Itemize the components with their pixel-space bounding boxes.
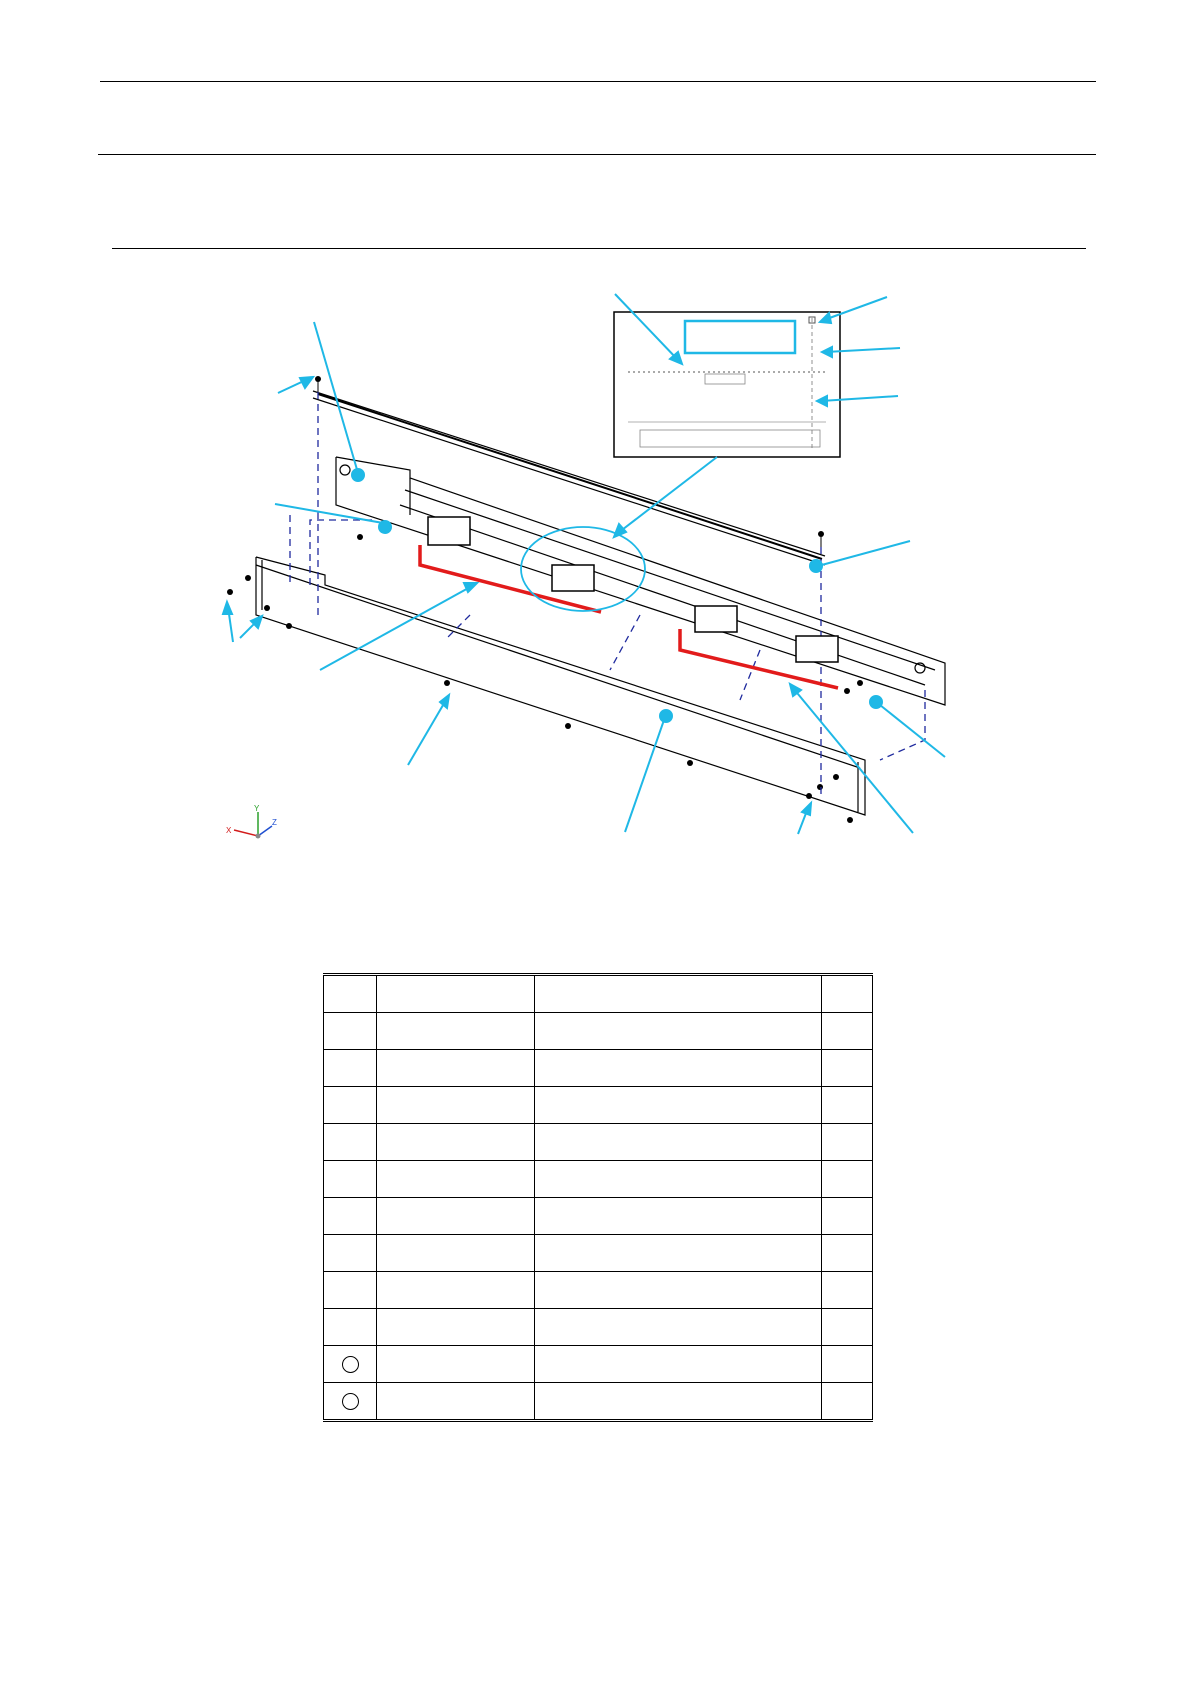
column-header-qty <box>822 975 873 1013</box>
parts-table-body <box>324 1013 873 1421</box>
cell-qty <box>822 1346 873 1383</box>
reference-boxes <box>428 517 838 662</box>
table-row <box>324 1013 873 1050</box>
cell-description <box>535 1272 822 1309</box>
cell-qty <box>822 1161 873 1198</box>
assembly-parts <box>256 391 945 815</box>
cell-description <box>535 1198 822 1235</box>
cell-no <box>324 1161 377 1198</box>
cell-qty <box>822 1087 873 1124</box>
table-row <box>324 1050 873 1087</box>
cell-qty <box>822 1383 873 1421</box>
table-row <box>324 1272 873 1309</box>
cell-part-number <box>377 1161 535 1198</box>
cell-qty <box>822 1198 873 1235</box>
table-row <box>324 1124 873 1161</box>
cell-part-number <box>377 1309 535 1346</box>
table-row <box>324 1087 873 1124</box>
cell-no <box>324 1346 377 1383</box>
cell-part-number <box>377 1013 535 1050</box>
cell-description <box>535 1013 822 1050</box>
axis-x-label: X <box>226 826 232 835</box>
cell-no <box>324 1087 377 1124</box>
cell-part-number <box>377 1383 535 1421</box>
cell-description <box>535 1235 822 1272</box>
cell-description <box>535 1346 822 1383</box>
cell-qty <box>822 1124 873 1161</box>
cell-part-number <box>377 1124 535 1161</box>
axis-triad <box>226 804 277 839</box>
cell-qty <box>822 1235 873 1272</box>
cell-description <box>535 1050 822 1087</box>
cell-qty <box>822 1013 873 1050</box>
inset-detail-view <box>614 312 840 457</box>
cell-part-number <box>377 1050 535 1087</box>
table-row <box>324 1309 873 1346</box>
table-row <box>324 1198 873 1235</box>
cell-description <box>535 1087 822 1124</box>
cell-no <box>324 1309 377 1346</box>
axis-y-label: Y <box>254 804 260 813</box>
column-header-part-number <box>377 975 535 1013</box>
axis-z-label: Z <box>272 818 277 827</box>
cell-qty <box>822 1309 873 1346</box>
cell-no <box>324 1013 377 1050</box>
circle-marker-icon <box>342 1356 359 1373</box>
lower-cover <box>256 557 865 815</box>
table-row <box>324 1235 873 1272</box>
cell-no <box>324 1124 377 1161</box>
table-header-row <box>324 975 873 1013</box>
table-row <box>324 1161 873 1198</box>
cell-qty <box>822 1050 873 1087</box>
main-channel <box>336 457 945 705</box>
cell-description <box>535 1124 822 1161</box>
column-header-description <box>535 975 822 1013</box>
cell-part-number <box>377 1235 535 1272</box>
table-row <box>324 1383 873 1421</box>
cell-description <box>535 1309 822 1346</box>
cell-no <box>324 1383 377 1421</box>
cell-no <box>324 1235 377 1272</box>
cell-part-number <box>377 1346 535 1383</box>
table-row <box>324 1346 873 1383</box>
cell-part-number <box>377 1272 535 1309</box>
cell-qty <box>822 1272 873 1309</box>
cell-no <box>324 1198 377 1235</box>
column-header-no <box>324 975 377 1013</box>
cell-no <box>324 1272 377 1309</box>
cell-part-number <box>377 1198 535 1235</box>
cell-description <box>535 1161 822 1198</box>
circle-marker-icon <box>342 1393 359 1410</box>
parts-table <box>323 973 873 1422</box>
cell-no <box>324 1050 377 1087</box>
cell-part-number <box>377 1087 535 1124</box>
cell-description <box>535 1383 822 1421</box>
